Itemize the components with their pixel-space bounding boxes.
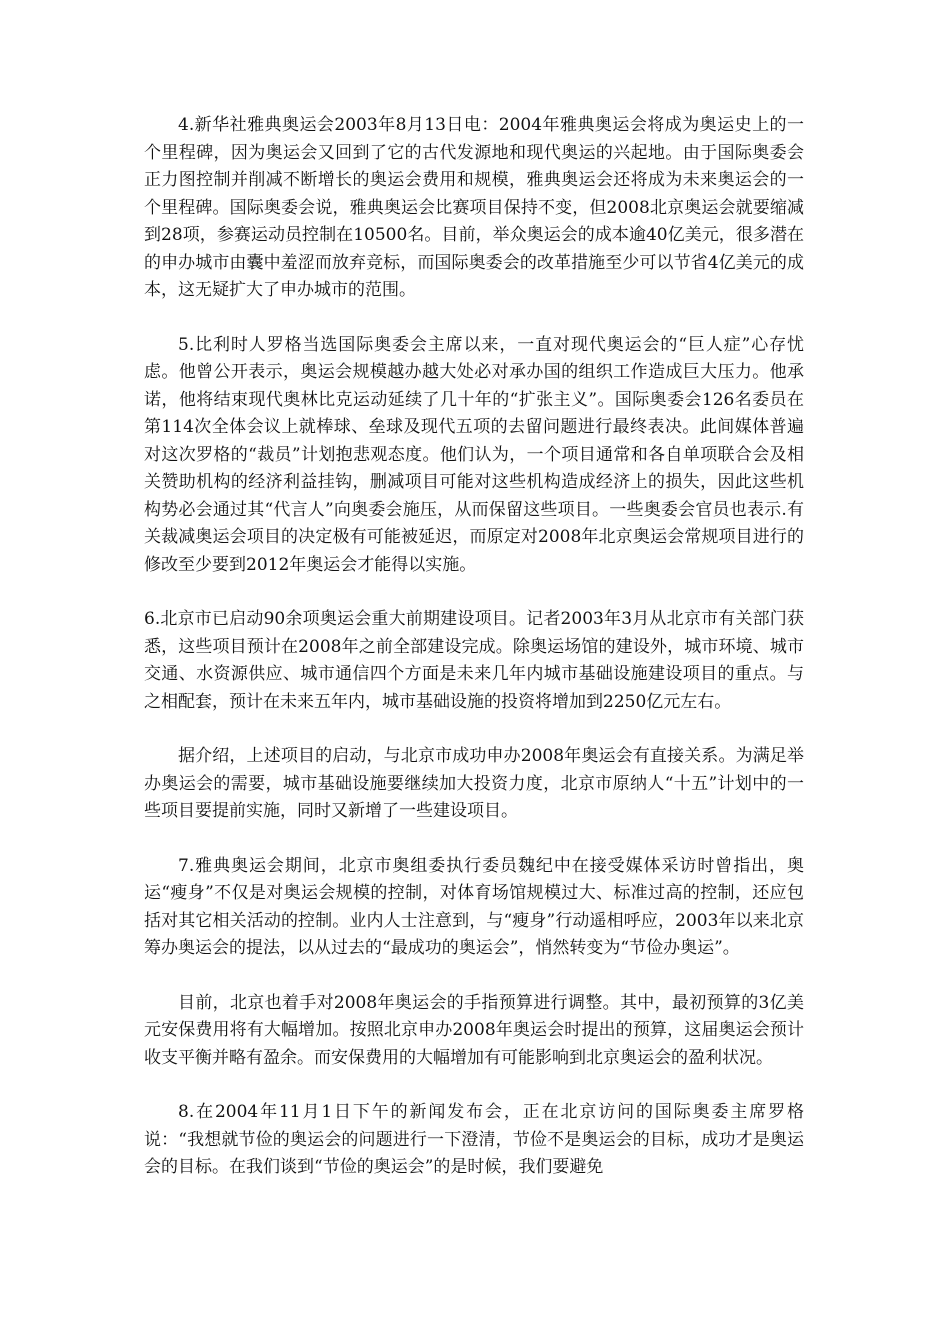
paragraph-item-6: 6.北京市已启动90余项奥运会重大前期建设项目。记者2003年3月从北京市有关部门获悉，这些项目预计在2008年之前全部建设完成。除奥运场馆的建设外，城市环境、城市交通、水资源供应、城市通信四个方面是未来几年内城市基础设施建设项目的重点。与之相配套，预计在未来五年内，城市基础设施的投资将增加到2250亿元左右。 [144,609,804,712]
paragraph-item-7: 7.雅典奥运会期间，北京市奥组委执行委员魏纪中在接受媒体采访时曾指出，奥运“瘦身”不仅是对奥运会规模的控制，对体育场馆规模过大、标准过高的控制，还应包括对其它相关活动的控制。业内人士注意到，与“瘦身”行动遥相呼应，2003年以来北京筹办奥运会的提法，以从过去的“最成功的奥运会”，悄然转变为“节俭办奥运”。 [144,855,804,958]
paragraph-item-5: 5.比利时人罗格当选国际奥委会主席以来，一直对现代奥运会的“巨人症”心存忧虑。他曾公开表示，奥运会规模越办越大处必对承办国的组织工作造成巨大压力。他承诺，他将结束现代奥林比克运动延续了几十年的“扩张主义”。国际奥委会126名委员在第114次全体会议上就棒球、垒球及现代五项的去留问题进行最终表决。此间媒体普遍对这次罗格的“裁员”计划抱悲观态度。他们认为，一个项目通常和各自单项联合会及相关赞助机构的经济利益挂钩，删减项目可能对这些机构造成经济上的损失，因此这些机构势必会通过其“代言人”向奥委会施压，从而保留这些项目。一些奥委会官员也表示.有关裁减奥运会项目的决定极有可能被延迟，而原定对2008年北京奥运会常规项目进行的修改至少要到2012年奥运会才能得以实施。 [144,334,804,575]
paragraph-item-8: 8.在2004年11月1日下午的新闻发布会，正在北京访问的国际奥委主席罗格说：“我想就节俭的奥运会的问题进行一下澄清，节俭不是奥运会的目标，成功才是奥运会的目标。在我们谈到“节俭的奥运会”的是时候，我们要避免 [144,1102,804,1177]
paragraph-item-7-continued: 目前，北京也着手对2008年奥运会的手指预算进行调整。其中，最初预算的3亿美元安保费用将有大幅增加。按照北京申办2008年奥运会时提出的预算，这届奥运会预计收支平衡并略有盈余。而安保费用的大幅增加有可能影响到北京奥运会的盈利状况。 [144,992,804,1068]
paragraph-gap [144,963,804,990]
paragraph-gap [144,716,804,743]
paragraph-gap [144,579,804,606]
paragraph-gap [144,1072,804,1099]
paragraph-gap [144,826,804,853]
paragraph-item-4: 4.新华社雅典奥运会2003年8月13日电：2004年雅典奥运会将成为奥运史上的一个里程碑，因为奥运会又回到了它的古代发源地和现代奥运的兴起地。由于国际奥委会正力图控制并削减不断增长的奥运会费用和规模，雅典奥运会还将成为未来奥运会的一个里程碑。国际奥委会说，雅典奥运会比赛项目保持不变，但2008北京奥运会就要缩减到28项，参赛运动员控制在10500名。目前，举众奥运会的成本逾40亿美元，很多潜在的申办城市由囊中羞涩而放弃竞标，而国际奥委会的改革措施至少可以节省4亿美元的成本，这无疑扩大了申办城市的范围。 [144,115,804,300]
document-body [144,112,804,1182]
paragraph-gap [144,305,804,332]
paragraph-item-6-continued: 据介绍，上述项目的启动，与北京市成功申办2008年奥运会有直接关系。为满足举办奥运会的需要，城市基础设施要继续加大投资力度，北京市原纳人“十五”计划中的一些项目要提前实施，同时又新增了一些建设项目。 [144,746,804,821]
